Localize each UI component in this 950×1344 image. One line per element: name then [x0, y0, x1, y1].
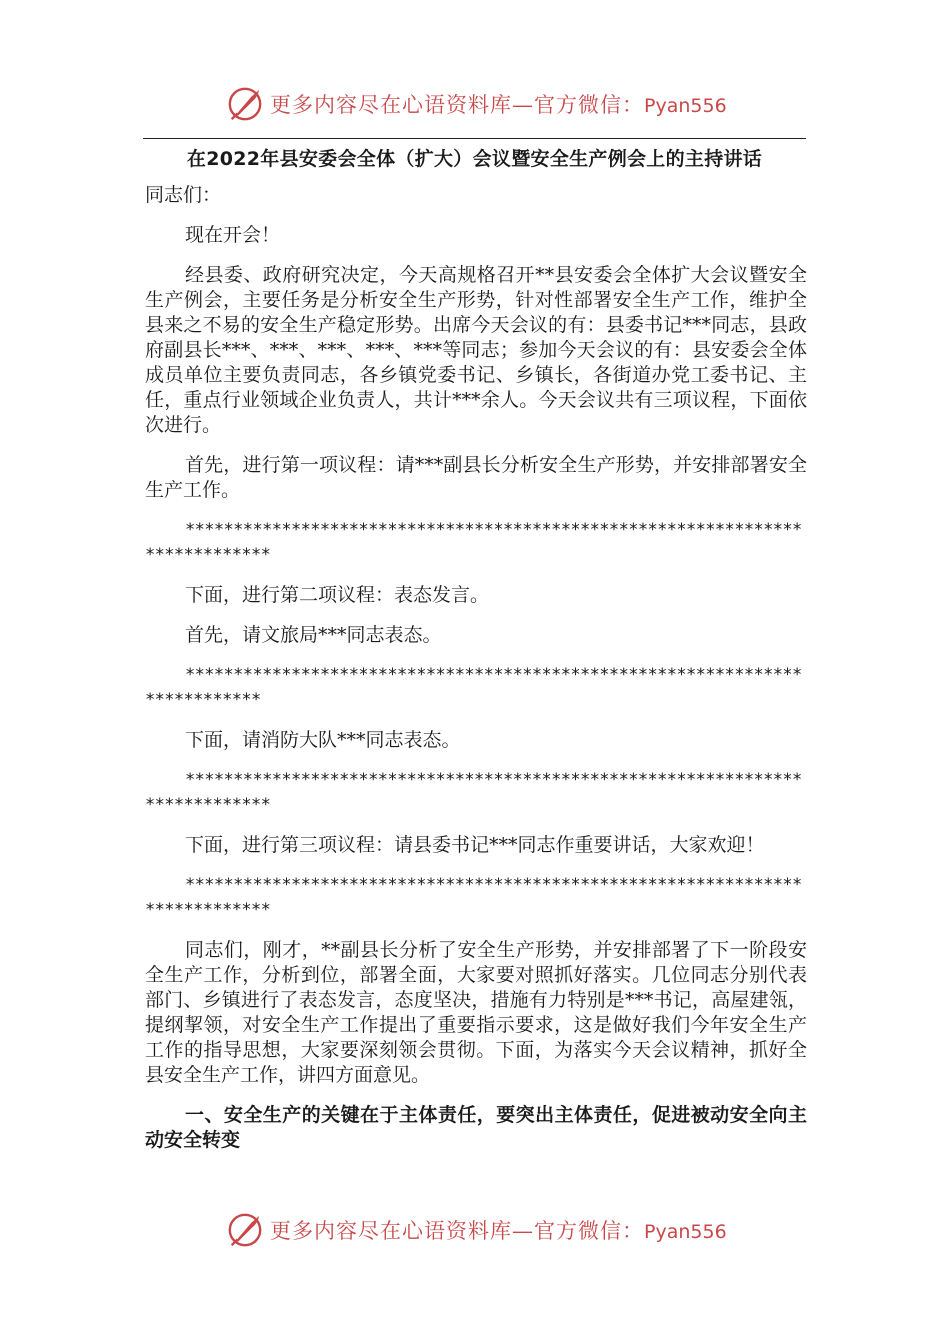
quill-logo-icon	[226, 85, 264, 123]
watermark-text: 更多内容尽在心语资料库—官方微信：Pyan556	[270, 1219, 727, 1243]
redacted-line: *****************************************************************************	[145, 875, 802, 920]
header-rule	[143, 138, 806, 139]
redacted-line: ****************************************************************************	[145, 665, 802, 710]
paragraph: 下面，进行第三项议程：请县委书记***同志作重要讲话，大家欢迎！	[185, 834, 765, 856]
redacted-line: *****************************************************************************	[145, 520, 802, 565]
header-watermark	[226, 84, 727, 124]
paragraph: 经县委、政府研究决定，今天高规格召开**县安委会全体扩大会议暨安全生产例会，主要任务是分析安全生产形势，针对性部署安全生产工作，维护全县来之不易的安全生产稳定形势。出席今天会议的有：县委书记***同志，县政府副县长***、***、***、***、***等同志；参加今天会议的有：县安委会全体成员单位主要负责同志，各乡镇党委书记、乡镇长，各街道办党工委书记、主任，重点行业领域企业负责人，共计***余人。今天会议共有三项议程，下面依次进行。	[145, 264, 807, 436]
footer-watermark	[226, 1210, 727, 1250]
document-title: 在2022年县安委会全体（扩大）会议暨安全生产例会上的主持讲话	[186, 148, 763, 170]
document-body	[145, 183, 807, 1168]
paragraph: 同志们，刚才，**副县长分析了安全生产形势，并安排部署了下一阶段安全生产工作，分析到位，部署全面，大家要对照抓好落实。几位同志分别代表部门、乡镇进行了表态发言，态度坚决，措施有力特别是***书记，高屋建瓴，提纲挈领，对安全生产工作提出了重要指示要求，这是做好我们今年安全生产工作的指导思想，大家要深刻领会贯彻。下面，为落实今天会议精神，抓好全县安全生产工作，讲四方面意见。	[145, 939, 807, 1086]
wechat-id: Pyan556	[644, 95, 727, 117]
paragraph: 首先，请文旅局***同志表态。	[185, 624, 442, 646]
paragraph: 下面，请消防大队***同志表态。	[185, 729, 461, 751]
watermark-text: 更多内容尽在心语资料库—官方微信：Pyan556	[270, 93, 727, 117]
quill-logo-icon	[226, 1211, 264, 1249]
paragraph: 下面，进行第二项议程：表态发言。	[185, 584, 490, 606]
paragraph: 首先，进行第一项议程：请***副县长分析安全生产形势，并安排部署安全生产工作。	[145, 454, 807, 501]
wechat-id: Pyan556	[644, 1221, 727, 1243]
section-heading: 一、安全生产的关键在于主体责任，要突出主体责任，促进被动安全向主动安全转变	[145, 1104, 807, 1151]
salutation: 同志们：	[145, 184, 222, 206]
redacted-line: *****************************************************************************	[145, 770, 802, 815]
paragraph: 现在开会！	[185, 224, 281, 246]
